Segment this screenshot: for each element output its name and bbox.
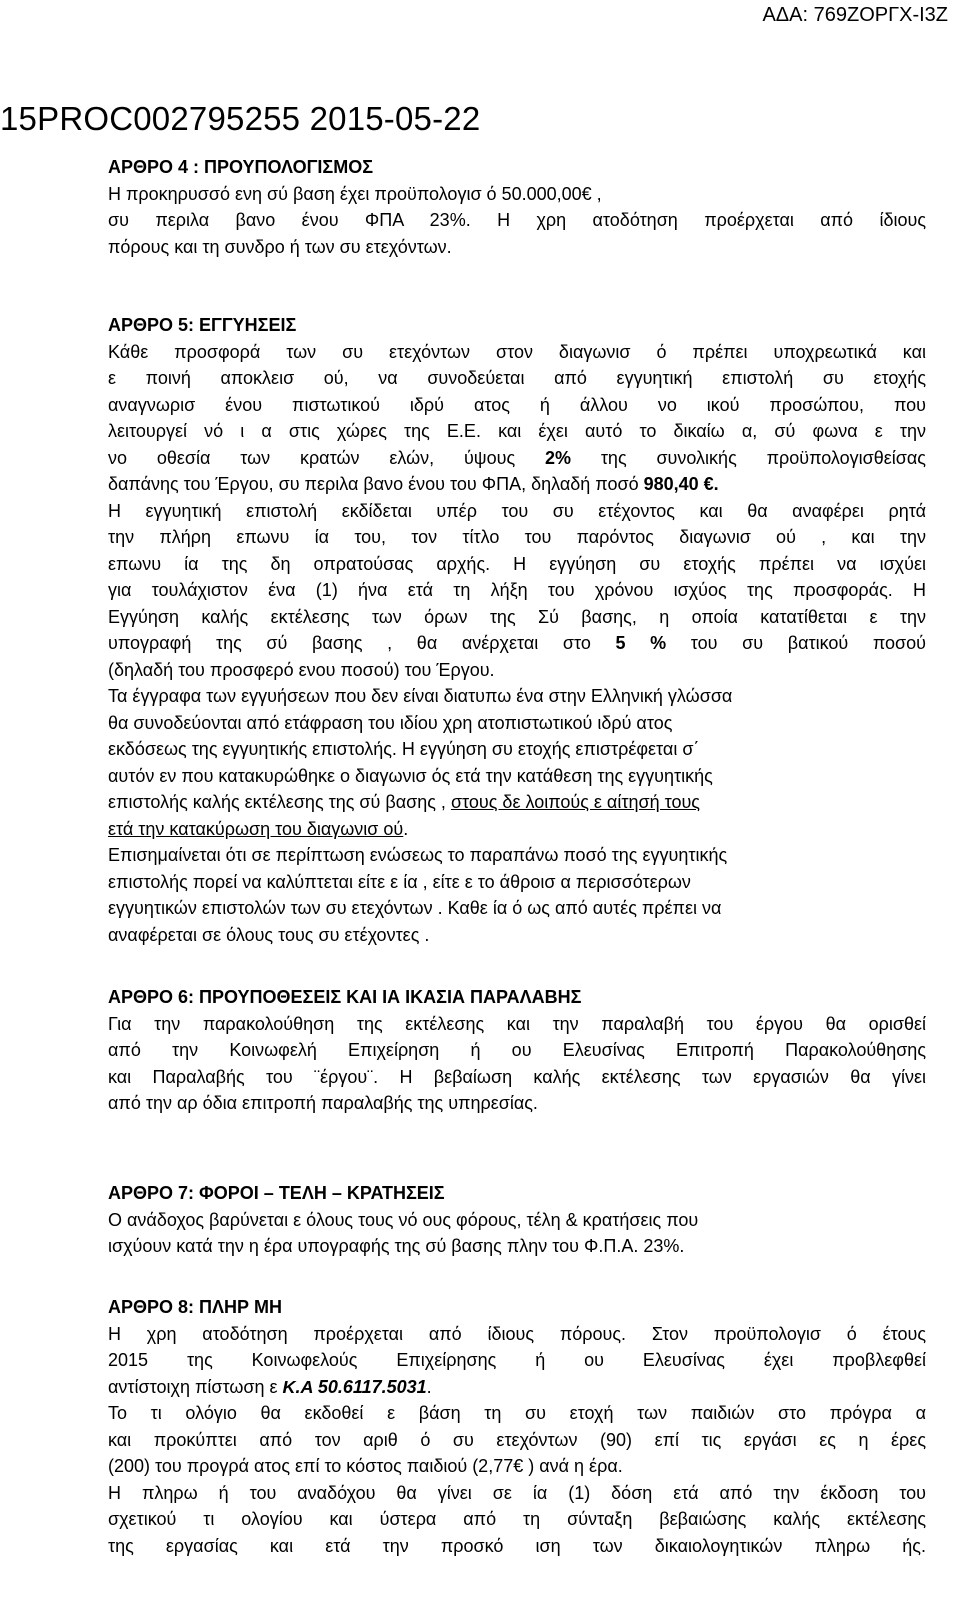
article-5-line: αναγνωρισ ένου πιστωτικού ιδρύ ατος ή άλλου νο ικού προσώπου, που [108,394,926,415]
text-span: υπογραφή της σύ βασης , θα ανέρχεται στο [108,633,616,653]
protocol-number: 15PROC002795255 2015-05-22 [0,100,481,137]
article-4-line: Η προκηρυσσό ενη σύ βαση έχει προϋπολογισ ό 50.000,00€ , [108,183,602,204]
text-span: του συ βατικού ποσού [666,633,926,653]
article-5-line: εκδόσεως της εγγυητικής επιστολής. Η εγγύηση συ ετοχής επιστρέφεται σ΄ [108,739,700,759]
article-8-line: Η χρη ατοδότηση προέρχεται από ίδιους πόρους. Στον προϋπολογισ ό έτους [108,1323,926,1344]
ada-code: ΑΔΑ: 769ΖΟΡΓΧ-Ι3Ζ [762,4,948,26]
text-span: . [403,818,409,839]
article-5-line: επιστολής πορεί να καλύπτεται είτε ε ία , είτε ε το άθροισ α περισσότερων [108,871,691,892]
article-8-line: 2015 της Κοινωφελούς Επιχείρησης ή ου Ελευσίνας έχει προβλεφθεί [108,1350,926,1370]
article-5-title: ΑΡΘΡΟ 5: ΕΓΓΥΗΣΕΙΣ [108,315,297,335]
article-5-line: εγγυητικών επιστολών των συ ετεχόντων . Καθε ία ό ως από αυτές πρέπει να [108,898,722,918]
text-span: της συνολικής προϋπολογισθείσας [571,447,926,468]
text-span: αντίστοιχη πίστωση ε [108,1376,283,1397]
article-7-line: ισχύουν κατά την η έρα υπογραφής της σύ βασης πλην του Φ.Π.Α. 23%. [108,1236,685,1256]
article-5-line: Η εγγυητική επιστολή εκδίδεται υπέρ του συ ετέχοντος και θα αναφέρει ρητά [108,500,926,521]
article-5 [108,312,926,948]
text-span: νο οθεσία των κρατών ελών, ύψους [108,447,545,468]
guarantee-amount: 980,40 €. [643,474,719,494]
article-5-line [108,471,926,498]
article-8-title: ΑΡΘΡΟ 8: ΠΛΗΡ ΜΗ [108,1297,283,1317]
article-8-line: (200) του προγρά ατος επί το κόστος παιδιού (2,77€ ) ανά η έρα. [108,1456,623,1476]
article-6-line: Για την παρακολούθηση της εκτέλεσης και την παραλαβή του έργου θα ορισθεί [108,1013,926,1034]
article-5-line [108,816,926,843]
text-span: . [426,1376,432,1397]
article-5-line: την πλήρη επωνυ ία του, τον τίτλο του παρόντος διαγωνισ ού , και την [108,527,926,547]
article-6-line: από την Κοινωφελή Επιχείρηση ή ου Ελευσίνας Επιτροπή Παρακολούθησης [108,1040,926,1060]
article-8-line: της εργασίας και ετά την προσκό ιση των δικαιολογητικών πληρω ής. [108,1535,926,1556]
article-5-line: ε ποινή αποκλεισ ού, να συνοδεύεται από εγγυητική επιστολή συ ετοχής [108,368,926,388]
article-5-line: Επισημαίνεται ότι σε περίπτωση ενώσεως το παραπάνω ποσό της εγγυητικής [108,845,728,865]
article-7-title: ΑΡΘΡΟ 7: ΦΟΡΟΙ – ΤΕΛΗ – ΚΡΑΤΗΣΕΙΣ [108,1183,445,1203]
article-5-line: αυτόν εν που κατακυρώθηκε ο διαγωνισ ός ετά την κατάθεση της εγγυητικής [108,765,713,786]
article-4-line: πόρους και τη συνδρο ή των συ ετεχόντων. [108,236,452,257]
article-5-line [108,630,926,657]
article-4-title: ΑΡΘΡΟ 4 : ΠΡΟΥΠΟΛΟΓΙΣΜΟΣ [108,157,373,177]
article-5-line: Τα έγγραφα των εγγυήσεων που δεν είναι διατυπω ένα στην Ελληνική γλώσσα [108,686,733,706]
article-5-line [108,789,926,816]
article-5-line: λειτουργεί νό ι α στις χώρες της Ε.Ε. και έχει αυτό το δικαίω α, σύ φωνα ε την [108,421,926,441]
article-6-title: ΑΡΘΡΟ 6: ΠΡΟΥΠΟΘΕΣΕΙΣ ΚΑΙ ΙΑ ΙΚΑΣΙΑ ΠΑΡΑΛΑΒΗΣ [108,987,582,1007]
article-4 [108,154,926,260]
article-6 [108,984,926,1117]
article-8-line [108,1374,926,1401]
performance-percent: 5 % [615,633,667,653]
article-7 [108,1180,926,1260]
article-8-line: Το τι ολόγιο θα εκδοθεί ε βάση τη συ ετοχή των παιδιών στο πρόγρα α [108,1403,926,1423]
article-4-line: συ περιλα βανο ένου ΦΠΑ 23%. Η χρη ατοδότηση προέρχεται από ίδιους [108,210,926,230]
article-8 [108,1294,926,1559]
article-5-line [108,445,926,472]
article-5-line: αναφέρεται σε όλους τους συ ετέχοντες . [108,924,430,945]
article-5-line: θα συνοδεύονται από ετάφραση του ιδίου χρη ατοπιστωτικού ιδρύ ατος [108,712,673,733]
underlined-text: ετά την κατακύρωση του διαγωνισ ού [108,818,404,839]
article-5-line: για τουλάχιστον ένα (1) ήνα ετά τη λήξη του χρόνου ισχύος της προσφοράς. Η [108,580,926,600]
budget-code: Κ.Α 50.6117.5031 [282,1376,427,1397]
article-5-line: επωνυ ία της δη οπρατούσας αρχής. Η εγγύηση συ ετοχής πρέπει να ισχύει [108,553,926,574]
article-8-line: Η πληρω ή του αναδόχου θα γίνει σε ία (1) δόση ετά από την έκδοση του [108,1482,926,1503]
text-span: επιστολής καλής εκτέλεσης της σύ βασης , [108,792,451,812]
text-span: δαπάνης του Έργου, συ περιλα βανο ένου του ΦΠΑ, δηλαδή ποσό [108,474,644,494]
guarantee-percent: 2% [544,447,571,468]
article-7-line: Ο ανάδοχος βαρύνεται ε όλους τους νό ους φόρους, τέλη & κρατήσεις που [108,1209,699,1230]
article-6-line: και Παραλαβής του ¨έργου¨. Η βεβαίωση καλής εκτέλεσης των εργασιών θα γίνει [108,1066,926,1087]
article-5-line: (δηλαδή του προσφερό ενου ποσού) του Έργου. [108,659,495,680]
underlined-text: στους δε λοιπούς ε αίτησή τους [450,792,700,812]
article-8-line: σχετικού τι ολογίου και ύστερα από τη σύνταξη βεβαιώσης καλής εκτέλεσης [108,1509,926,1529]
article-5-line: Εγγύηση καλής εκτέλεσης των όρων της Σύ βασης, η οποία κατατίθεται ε την [108,606,926,627]
article-5-line: Κάθε προσφορά των συ ετεχόντων στον διαγωνισ ό πρέπει υποχρεωτικά και [108,341,926,362]
article-6-line: από την αρ όδια επιτροπή παραλαβής της υπηρεσίας. [108,1093,538,1113]
article-8-line: και προκύπτει από τον αριθ ό συ ετεχόντων (90) επί τις εργάσι ες η έρες [108,1429,926,1450]
